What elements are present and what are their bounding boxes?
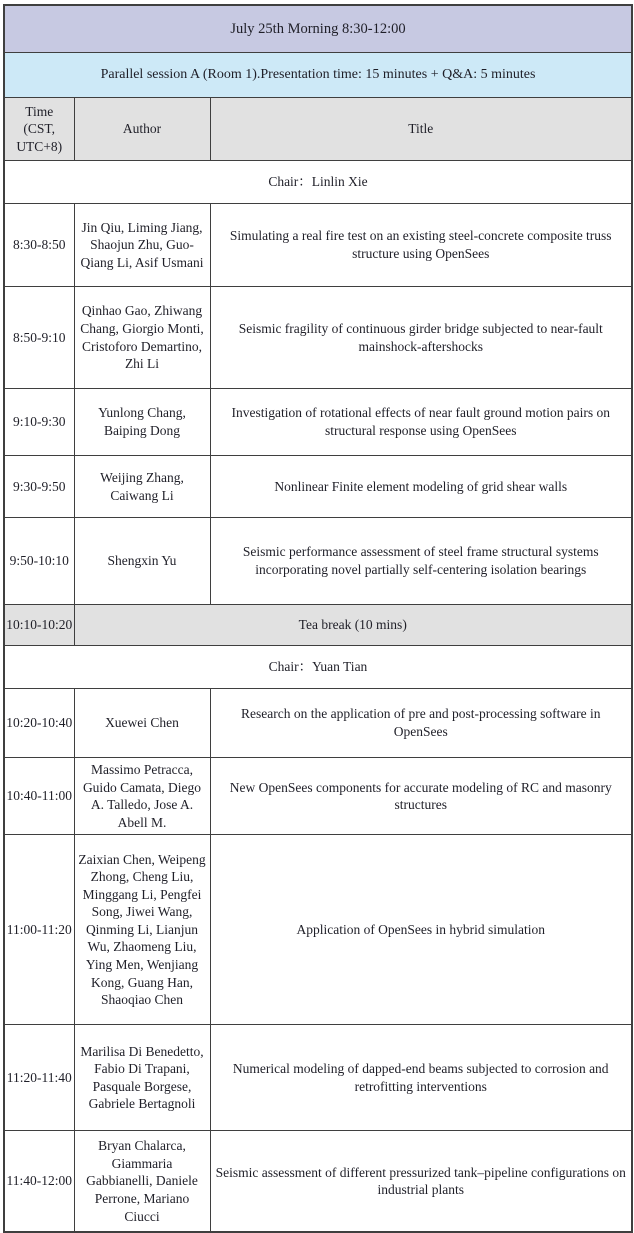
session-title: July 25th Morning 8:30-12:00 [4,5,632,53]
time-cell: 11:20-11:40 [4,1025,74,1131]
time-cell: 10:10-10:20 [4,605,74,646]
time-cell: 11:40-12:00 [4,1131,74,1233]
time-cell: 10:20-10:40 [4,689,74,758]
column-header-row [4,98,632,161]
chair-label: Chair：Linlin Xie [4,161,632,204]
time-cell: 9:30-9:50 [4,456,74,518]
table-row [4,204,632,287]
table-row [4,689,632,758]
time-cell: 9:10-9:30 [4,389,74,456]
tea-break-row [4,605,632,646]
column-header-time: Time (CST, UTC+8) [4,98,74,161]
table-row [4,456,632,518]
author-cell: Marilisa Di Benedetto, Fabio Di Trapani, Pasquale Borgese, Gabriele Bertagnoli [74,1025,210,1131]
title-cell: Nonlinear Finite element modeling of grid shear walls [210,456,632,518]
chair-label: Chair：Yuan Tian [4,646,632,689]
break-label: Tea break (10 mins) [74,605,632,646]
title-cell: Investigation of rotational effects of near fault ground motion pairs on structural response using OpenSees [210,389,632,456]
table-row [4,389,632,456]
time-cell: 8:50-9:10 [4,287,74,389]
author-cell: Bryan Chalarca, Giammaria Gabbianelli, Daniele Perrone, Mariano Ciucci [74,1131,210,1233]
author-cell: Xuewei Chen [74,689,210,758]
time-cell: 11:00-11:20 [4,835,74,1025]
title-cell: Research on the application of pre and post-processing software in OpenSees [210,689,632,758]
author-cell: Massimo Petracca, Guido Camata, Diego A. Talledo, Jose A. Abell M. [74,758,210,835]
author-cell: Zaixian Chen, Weipeng Zhong, Cheng Liu, Minggang Li, Pengfei Song, Jiwei Wang, Qinming Li, Lianjun Wu, Zhaomeng Liu, Ying Men, Wenjiang Kong, Guang Han, Shaoqiao Chen [74,835,210,1025]
column-header-title: Title [210,98,632,161]
table-row [4,287,632,389]
table-row [4,835,632,1025]
title-cell: Simulating a real fire test on an existing steel-concrete composite truss structure using OpenSees [210,204,632,287]
author-cell: Weijing Zhang, Caiwang Li [74,456,210,518]
chair-row [4,161,632,204]
table-row [4,1025,632,1131]
session-title-row [4,5,632,53]
author-cell: Yunlong Chang, Baiping Dong [74,389,210,456]
title-cell: Seismic performance assessment of steel frame structural systems incorporating novel partially self-centering isolation bearings [210,518,632,605]
column-header-author: Author [74,98,210,161]
title-cell: Seismic assessment of different pressurized tank–pipeline configurations on industrial plants [210,1131,632,1233]
table-row [4,758,632,835]
title-cell: Seismic fragility of continuous girder bridge subjected to near-fault mainshock-aftershocks [210,287,632,389]
session-info: Parallel session A (Room 1).Presentation time: 15 minutes + Q&A: 5 minutes [4,53,632,98]
time-cell: 10:40-11:00 [4,758,74,835]
author-cell: Qinhao Gao, Zhiwang Chang, Giorgio Monti, Cristoforo Demartino, Zhi Li [74,287,210,389]
author-cell: Shengxin Yu [74,518,210,605]
title-cell: New OpenSees components for accurate modeling of RC and masonry structures [210,758,632,835]
chair-row [4,646,632,689]
time-cell: 8:30-8:50 [4,204,74,287]
title-cell: Numerical modeling of dapped-end beams subjected to corrosion and retrofitting interventions [210,1025,632,1131]
session-schedule-table [3,4,633,1233]
time-cell: 9:50-10:10 [4,518,74,605]
session-info-row [4,53,632,98]
table-row [4,518,632,605]
table-row [4,1131,632,1233]
title-cell: Application of OpenSees in hybrid simulation [210,835,632,1025]
author-cell: Jin Qiu, Liming Jiang, Shaojun Zhu, Guo-Qiang Li, Asif Usmani [74,204,210,287]
